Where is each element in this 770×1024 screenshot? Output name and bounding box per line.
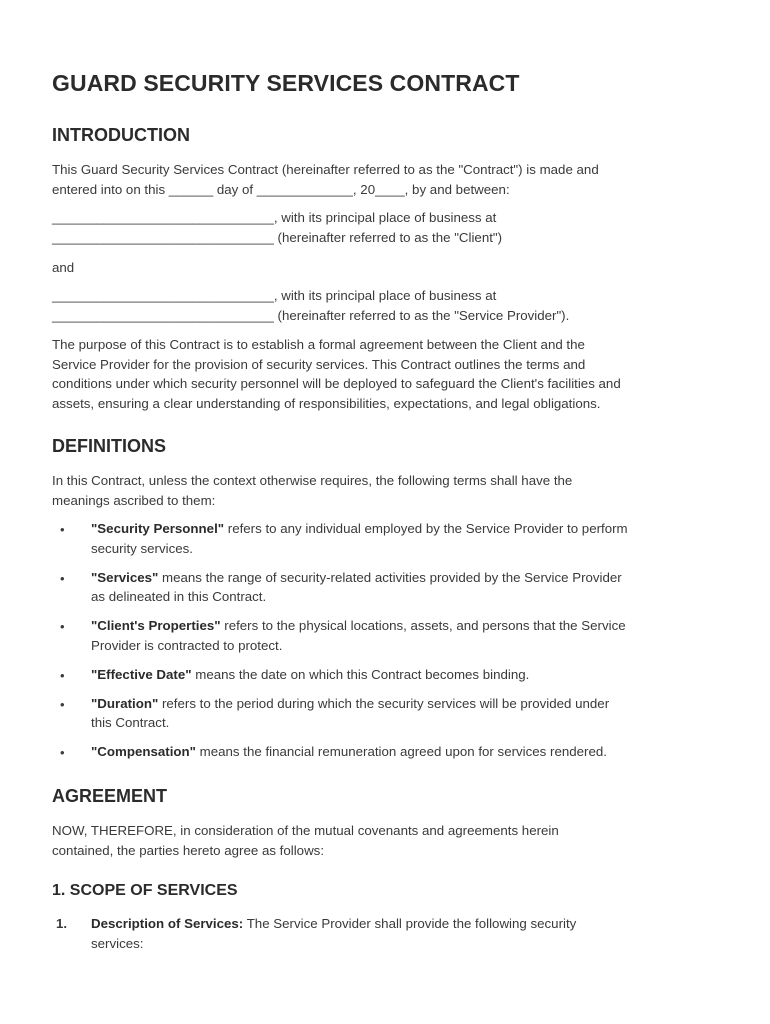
bullet-icon: •: [60, 619, 65, 634]
provider-line: ______________________________, with its principal place of business at: [52, 288, 497, 303]
definition-term: "Effective Date": [91, 666, 192, 682]
definition-item: [52, 742, 718, 762]
and-text: and: [52, 260, 75, 275]
definition-term: "Duration": [91, 695, 159, 711]
client-party-block: [52, 208, 718, 247]
definitions-intro-line: meanings ascribed to them:: [52, 492, 216, 508]
purpose-line: conditions under which security personnel will be deployed to safeguard the Client's facilities and: [52, 376, 621, 391]
agreement-heading: AGREEMENT: [52, 786, 168, 806]
purpose-paragraph: [52, 335, 718, 413]
definition-text: this Contract.: [91, 715, 170, 730]
definition-text: security services.: [91, 540, 193, 556]
scope-item: [52, 914, 718, 953]
definition-item: [52, 694, 718, 733]
provider-line: ______________________________ (hereinafter referred to as the "Service Provider").: [52, 307, 570, 323]
bullet-icon: •: [60, 696, 65, 712]
intro-line: This Guard Security Services Contract (hereinafter referred to as the "Contract") is made and: [52, 162, 599, 177]
client-line: ______________________________ (hereinafter referred to as the "Client"): [52, 229, 503, 245]
definition-item: [52, 665, 718, 685]
and-connector: [52, 258, 718, 278]
definition-item: [52, 519, 718, 558]
definition-text: means the date on which this Contract becomes binding.: [191, 666, 530, 682]
scope-list: [52, 914, 718, 953]
bullet-icon: •: [60, 522, 65, 537]
scope-item-text: The Service Provider shall provide the following security: [243, 916, 577, 931]
definition-item: [52, 568, 718, 607]
definition-term: "Compensation": [91, 744, 196, 759]
bullet-icon: •: [60, 667, 65, 683]
document-title: GUARD SECURITY SERVICES CONTRACT: [52, 70, 520, 96]
definition-text: means the range of security-related activities provided by the Service Provider: [158, 569, 622, 585]
intro-paragraph: [52, 160, 718, 199]
scope-item-text: services:: [91, 935, 144, 951]
definitions-heading: DEFINITIONS: [52, 436, 167, 456]
purpose-line: Service Provider for the provision of security services. This Contract outlines the terms and: [52, 356, 586, 372]
definition-term: "Services": [91, 569, 159, 585]
bullet-icon: •: [60, 745, 65, 760]
definitions-list: [52, 519, 718, 771]
bullet-icon: •: [60, 570, 65, 586]
purpose-line: The purpose of this Contract is to establish a formal agreement between the Client and the: [52, 337, 585, 352]
definition-term: "Security Personnel": [91, 521, 225, 536]
introduction-heading: INTRODUCTION: [52, 125, 190, 145]
definition-term: "Client's Properties": [91, 618, 221, 633]
client-line: ______________________________, with its principal place of business at: [52, 210, 497, 225]
scope-item-number: 1.: [56, 916, 68, 931]
definition-text: means the financial remuneration agreed upon for services rendered.: [195, 744, 607, 759]
agreement-line: NOW, THEREFORE, in consideration of the mutual covenants and agreements herein: [52, 823, 559, 838]
definition-item: [52, 616, 718, 655]
provider-party-block: [52, 286, 718, 325]
purpose-line: assets, ensuring a clear understanding of responsibilities, expectations, and legal obligations.: [52, 395, 601, 411]
definition-text: Provider is contracted to protect.: [91, 637, 283, 653]
intro-line: entered into on this ______ day of _____________, 20____, by and between:: [52, 181, 510, 197]
agreement-line: contained, the parties hereto agree as follows:: [52, 842, 325, 858]
definition-text: refers to the period during which the security services will be provided under: [158, 695, 610, 711]
definitions-intro-line: In this Contract, unless the context otherwise requires, the following terms shall have the: [52, 473, 573, 488]
definitions-intro: [52, 471, 718, 510]
definition-text: as delineated in this Contract.: [91, 589, 267, 604]
definition-text: refers to any individual employed by the Service Provider to perform: [224, 521, 628, 536]
scope-heading: 1. SCOPE OF SERVICES: [52, 882, 238, 899]
agreement-paragraph: [52, 821, 718, 860]
definition-text: refers to the physical locations, assets, and persons that the Service: [220, 618, 626, 633]
scope-item-term: Description of Services:: [91, 916, 244, 931]
